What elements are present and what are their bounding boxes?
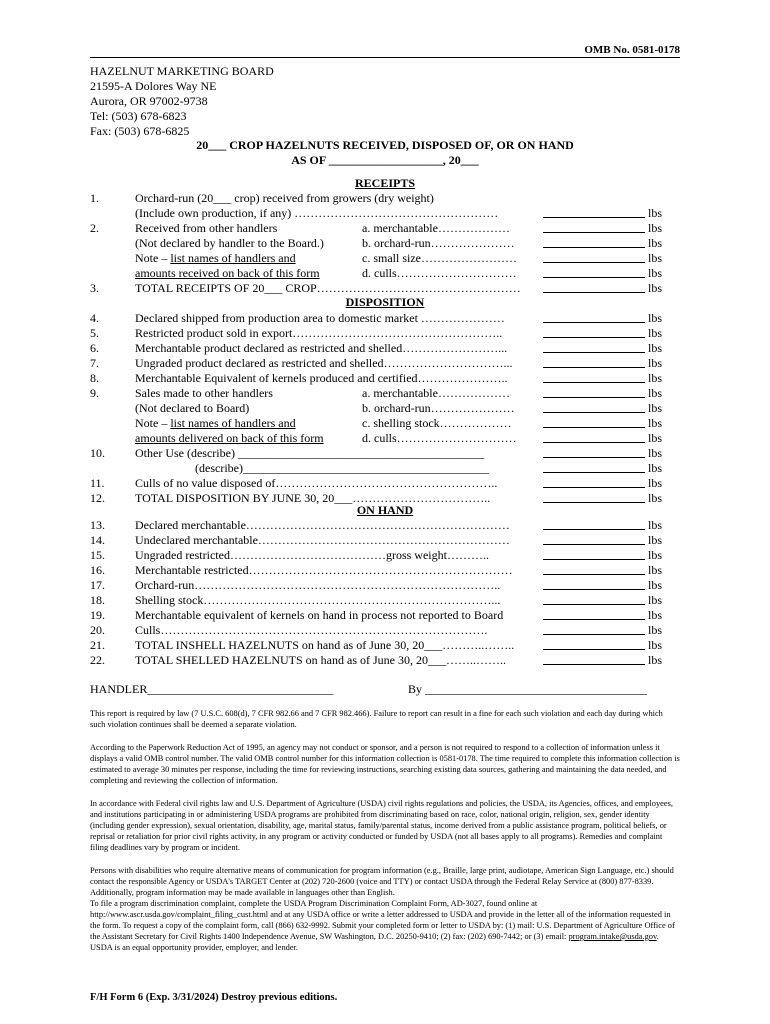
paperwork-notice: According to the Paperwork Reduction Act of 1995, an agency may not conduct or sponsor, and a person is not required to respond to a collection of information unless it displays a valid OMB control number. The valid OMB control number for this information collection is 0581-0178. The time required to complete this information collection is estimated to average 30 minutes per response, including the time for reviewing instructions, searching existing data sources, gathering and maintaining the data needed, and completing and reviewing the collection of information.: [90, 743, 680, 785]
row-number: 18.: [90, 593, 105, 607]
unit-label: lbs: [648, 533, 663, 547]
omb-number: OMB No. 0581-0178: [90, 44, 680, 58]
row-description: Culls……………………………………………………………………….: [135, 623, 488, 637]
unit-label: lbs: [648, 371, 663, 385]
row-description: Merchantable equivalent of kernels on hand in process not reported to Board: [135, 608, 504, 622]
section-receipts: RECEIPTS: [354, 176, 416, 190]
form-row: [90, 326, 680, 341]
form-row: [90, 518, 680, 533]
unit-label: lbs: [648, 356, 663, 370]
form-row: [90, 371, 680, 386]
unit-label: lbs: [648, 431, 663, 445]
amount-field[interactable]: [543, 356, 645, 368]
unit-label: lbs: [648, 341, 663, 355]
form-row: [90, 341, 680, 356]
amount-field[interactable]: [543, 251, 645, 263]
street: 21595-A Dolores Way NE: [90, 79, 217, 93]
row-number: 4.: [90, 311, 99, 325]
amount-field[interactable]: [543, 221, 645, 233]
amount-field[interactable]: [543, 476, 645, 488]
amount-field[interactable]: [543, 623, 645, 635]
unit-label: lbs: [648, 461, 663, 475]
city: Aurora, OR 97002-9738: [90, 94, 208, 108]
row-description: Declared shipped from production area to domestic market …………………: [135, 311, 505, 325]
amount-field[interactable]: [543, 533, 645, 545]
row-number: 9.: [90, 386, 99, 400]
amount-field[interactable]: [543, 608, 645, 620]
row-number: 6.: [90, 341, 99, 355]
amount-field[interactable]: [543, 578, 645, 590]
row-number: 1.: [90, 191, 99, 205]
row-description: TOTAL INSHELL HAZELNUTS on hand as of June 30, 20___………..……..: [135, 638, 515, 652]
row-description: TOTAL SHELLED HAZELNUTS on hand as of June 30, 20___……..……..: [135, 653, 506, 667]
row-description: Merchantable restricted…………………………………………………………: [135, 563, 513, 577]
form-row: [90, 461, 680, 476]
unit-label: lbs: [648, 266, 663, 280]
row-description: TOTAL DISPOSITION BY JUNE 30, 20___……………………………..: [135, 491, 491, 505]
telephone: Tel: (503) 678-6823: [90, 109, 187, 123]
handler-signature-line[interactable]: HANDLER_______________________________: [90, 682, 334, 696]
amount-field[interactable]: [543, 266, 645, 278]
form-row: [90, 593, 680, 608]
row-description: (Not declared by handler to the Board.): [135, 236, 324, 250]
form-row: [90, 236, 680, 251]
row-subitem: c. shelling stock………………: [362, 416, 512, 430]
row-subitem: d. culls…………………………: [362, 266, 517, 280]
form-footer: F/H Form 6 (Exp. 3/31/2024) Destroy previous editions.: [90, 992, 338, 1003]
row-description: Merchantable product declared as restricted and shelled……………………...: [135, 341, 508, 355]
amount-field[interactable]: [543, 281, 645, 293]
row-description: Received from other handlers: [135, 221, 278, 235]
complaint-end: . USDA is an equal opportunity provider, employer, and lender.: [90, 932, 659, 952]
form-row: [90, 431, 680, 446]
amount-field[interactable]: [543, 206, 645, 218]
form-row: [90, 446, 680, 461]
form-row: [90, 386, 680, 401]
complaint-paragraph: [90, 898, 680, 953]
row-number: 16.: [90, 563, 105, 577]
amount-field[interactable]: [543, 638, 645, 650]
amount-field[interactable]: [543, 518, 645, 530]
amount-field[interactable]: [543, 653, 645, 665]
amount-field[interactable]: [543, 446, 645, 458]
amount-field[interactable]: [543, 593, 645, 605]
row-description: Other Use (describe) _________________________________________: [135, 446, 484, 460]
unit-label: lbs: [648, 236, 663, 250]
row-number: 20.: [90, 623, 105, 637]
form-row: [90, 623, 680, 638]
row-number: 21.: [90, 638, 105, 652]
row-number: 7.: [90, 356, 99, 370]
unit-label: lbs: [648, 563, 663, 577]
row-description: Orchard-run (20___ crop) received from growers (dry weight): [135, 191, 434, 205]
row-subitem: b. orchard-run…………………: [362, 401, 515, 415]
row-description: Ungraded product declared as restricted and shelled…………………………...: [135, 356, 513, 370]
row-number: 8.: [90, 371, 99, 385]
form-row: [90, 206, 680, 221]
row-number: 2.: [90, 221, 99, 235]
amount-field[interactable]: [543, 431, 645, 443]
amount-field[interactable]: [543, 326, 645, 338]
row-description: Orchard-run…………………………………………………………………..: [135, 578, 501, 592]
unit-label: lbs: [648, 386, 663, 400]
form-row: [90, 311, 680, 326]
amount-field[interactable]: [543, 341, 645, 353]
unit-label: lbs: [648, 548, 663, 562]
row-description-prefix: Note –: [135, 251, 171, 265]
unit-label: lbs: [648, 593, 663, 607]
section-disposition: DISPOSITION: [345, 295, 425, 309]
unit-label: lbs: [648, 653, 663, 667]
form-row: [90, 653, 680, 668]
row-description: Merchantable Equivalent of kernels produced and certified…………………..: [135, 371, 508, 385]
unit-label: lbs: [648, 401, 663, 415]
amount-field[interactable]: [543, 401, 645, 413]
unit-label: lbs: [648, 311, 663, 325]
civil-rights-notice: In accordance with Federal civil rights law and U.S. Department of Agriculture (USDA) civil rights regulations and policies, the USDA, its Agencies, offices, and employees, and institutions participating in or administering USDA programs are prohibited from discriminating based on race, color, national origin, religion, sex, gender identity (including gender expression), sexual orientation, disability, age, marital status, family/parental status, income derived from a public assistance program, political beliefs, or reprisal or retaliation for prior civil rights activity, in any program or activity conducted or funded by USDA (not all bases apply to all programs). Remedies and complaint filing deadlines vary by program or incident.: [90, 799, 673, 852]
form-row: [90, 491, 680, 506]
row-description: amounts received on back of this form: [135, 266, 320, 280]
row-description-underlined: list names of handlers and: [170, 416, 296, 430]
row-number: 14.: [90, 533, 105, 547]
row-description: Undeclared merchantable………………………………………………………: [135, 533, 510, 547]
row-subitem: a. merchantable………………: [362, 386, 510, 400]
row-number: 22.: [90, 653, 105, 667]
row-description: Culls of no value disposed of………………………………………………..: [135, 476, 498, 490]
row-description: Ungraded restricted…………………………………gross weight………..: [135, 548, 489, 562]
unit-label: lbs: [648, 578, 663, 592]
unit-label: lbs: [648, 251, 663, 265]
row-subitem: b. orchard-run…………………: [362, 236, 515, 250]
form-title: [90, 138, 680, 168]
form-row: [90, 416, 680, 431]
row-number: 11.: [90, 476, 105, 490]
disability-notice: [90, 865, 680, 953]
row-description: [135, 251, 296, 266]
form-row: [90, 638, 680, 653]
amount-field[interactable]: [543, 311, 645, 323]
unit-label: lbs: [648, 446, 663, 460]
row-number: 15.: [90, 548, 105, 562]
section-on-hand: ON HAND: [356, 503, 414, 517]
row-number: 19.: [90, 608, 105, 622]
form-row: [90, 476, 680, 491]
row-subitem: a. merchantable………………: [362, 221, 510, 235]
row-description-prefix: Note –: [135, 416, 171, 430]
disability-paragraph: Persons with disabilities who require alternative means of communication for program information (e.g., Braille, large print, audiotape, American Sign Language, etc.) should contact the responsible Agency or USDA's TARGET Center at (202) 720-2600 (voice and TTY) or contact USDA through the Federal Relay Service at (800) 877-8339. Additionally, program information may be made available in languages other than English.: [90, 866, 674, 897]
amount-field[interactable]: [543, 461, 645, 473]
form-row: [90, 608, 680, 623]
unit-label: lbs: [648, 476, 663, 490]
unit-label: lbs: [648, 206, 663, 220]
row-number: 10.: [90, 446, 105, 460]
unit-label: lbs: [648, 608, 663, 622]
form-row: [90, 356, 680, 371]
row-description: [135, 416, 296, 431]
row-description: Declared merchantable…………………………………………………………: [135, 518, 510, 532]
form-row: [90, 266, 680, 281]
row-description: (Include own production, if any) ……………………………………………: [135, 206, 499, 220]
form-row: [90, 191, 680, 206]
row-number: 5.: [90, 326, 99, 340]
unit-label: lbs: [648, 491, 663, 505]
amount-field[interactable]: [543, 236, 645, 248]
form-row: [90, 281, 680, 296]
form-row: [90, 548, 680, 563]
org-name: HAZELNUT MARKETING BOARD: [90, 64, 274, 78]
unit-label: lbs: [648, 623, 663, 637]
row-subitem: c. small size……………………: [362, 251, 517, 265]
form-row: [90, 578, 680, 593]
amount-field[interactable]: [543, 563, 645, 575]
unit-label: lbs: [648, 221, 663, 235]
fax: Fax: (503) 678-6825: [90, 124, 190, 138]
amount-field[interactable]: [543, 416, 645, 428]
row-description: (describe)_________________________________________: [135, 461, 489, 475]
board-address: [90, 64, 274, 139]
unit-label: lbs: [648, 518, 663, 532]
amount-field[interactable]: [543, 548, 645, 560]
amount-field[interactable]: [543, 491, 645, 503]
form-row: [90, 533, 680, 548]
row-description: Sales made to other handlers: [135, 386, 273, 400]
title-line-2: AS OF ___________________, 20___: [291, 153, 479, 167]
row-number: 17.: [90, 578, 105, 592]
by-signature-line[interactable]: By _____________________________________: [408, 682, 648, 696]
unit-label: lbs: [648, 281, 663, 295]
legal-notice: This report is required by law (7 U.S.C. 608(d), 7 CFR 982.66 and 7 CFR 982.466). Failure to report can result in a fine for each such violation and each day during which such violation continues shall be deemed a separate violation.: [90, 709, 663, 729]
unit-label: lbs: [648, 416, 663, 430]
amount-field[interactable]: [543, 371, 645, 383]
row-description: Restricted product sold in export……………………………………………..: [135, 326, 503, 340]
row-description: TOTAL RECEIPTS OF 20___ CROP……………………………………………: [135, 281, 521, 295]
complaint-text: To file a program discrimination complaint, complete the USDA Program Discrimination Complaint Form, AD-3027, found online at http://www.ascr.usda.gov/complaint_filing_cust.html and at any USDA office or write a letter addressed to USDA and provide in the letter all of the information requested in the form. To request a copy of the complaint form, call (866) 632-9992. Submit your completed form or letter to USDA by: (1) mail: U.S. Department of Agriculture Office of the Assistant Secretary for Civil Rights 1400 Independence Avenue, SW Washington, D.C. 20250-9410; (2) fax: (202) 690-7442; or (3) email:: [90, 899, 675, 941]
form-row: [90, 563, 680, 578]
row-number: 12.: [90, 491, 105, 505]
form-row: [90, 251, 680, 266]
form-row: [90, 401, 680, 416]
row-number: 3.: [90, 281, 99, 295]
unit-label: lbs: [648, 326, 663, 340]
title-line-1: 20___ CROP HAZELNUTS RECEIVED, DISPOSED OF, OR ON HAND: [196, 138, 574, 152]
row-number: 13.: [90, 518, 105, 532]
form-row: [90, 221, 680, 236]
unit-label: lbs: [648, 638, 663, 652]
row-description: amounts delivered on back of this form: [135, 431, 324, 445]
row-description: (Not declared to Board): [135, 401, 250, 415]
row-description: Shelling stock………………………………………………………………...: [135, 593, 501, 607]
row-description-underlined: list names of handlers and: [170, 251, 296, 265]
email-link[interactable]: program.intake@usda.gov: [568, 932, 657, 941]
amount-field[interactable]: [543, 386, 645, 398]
row-subitem: d. culls…………………………: [362, 431, 517, 445]
